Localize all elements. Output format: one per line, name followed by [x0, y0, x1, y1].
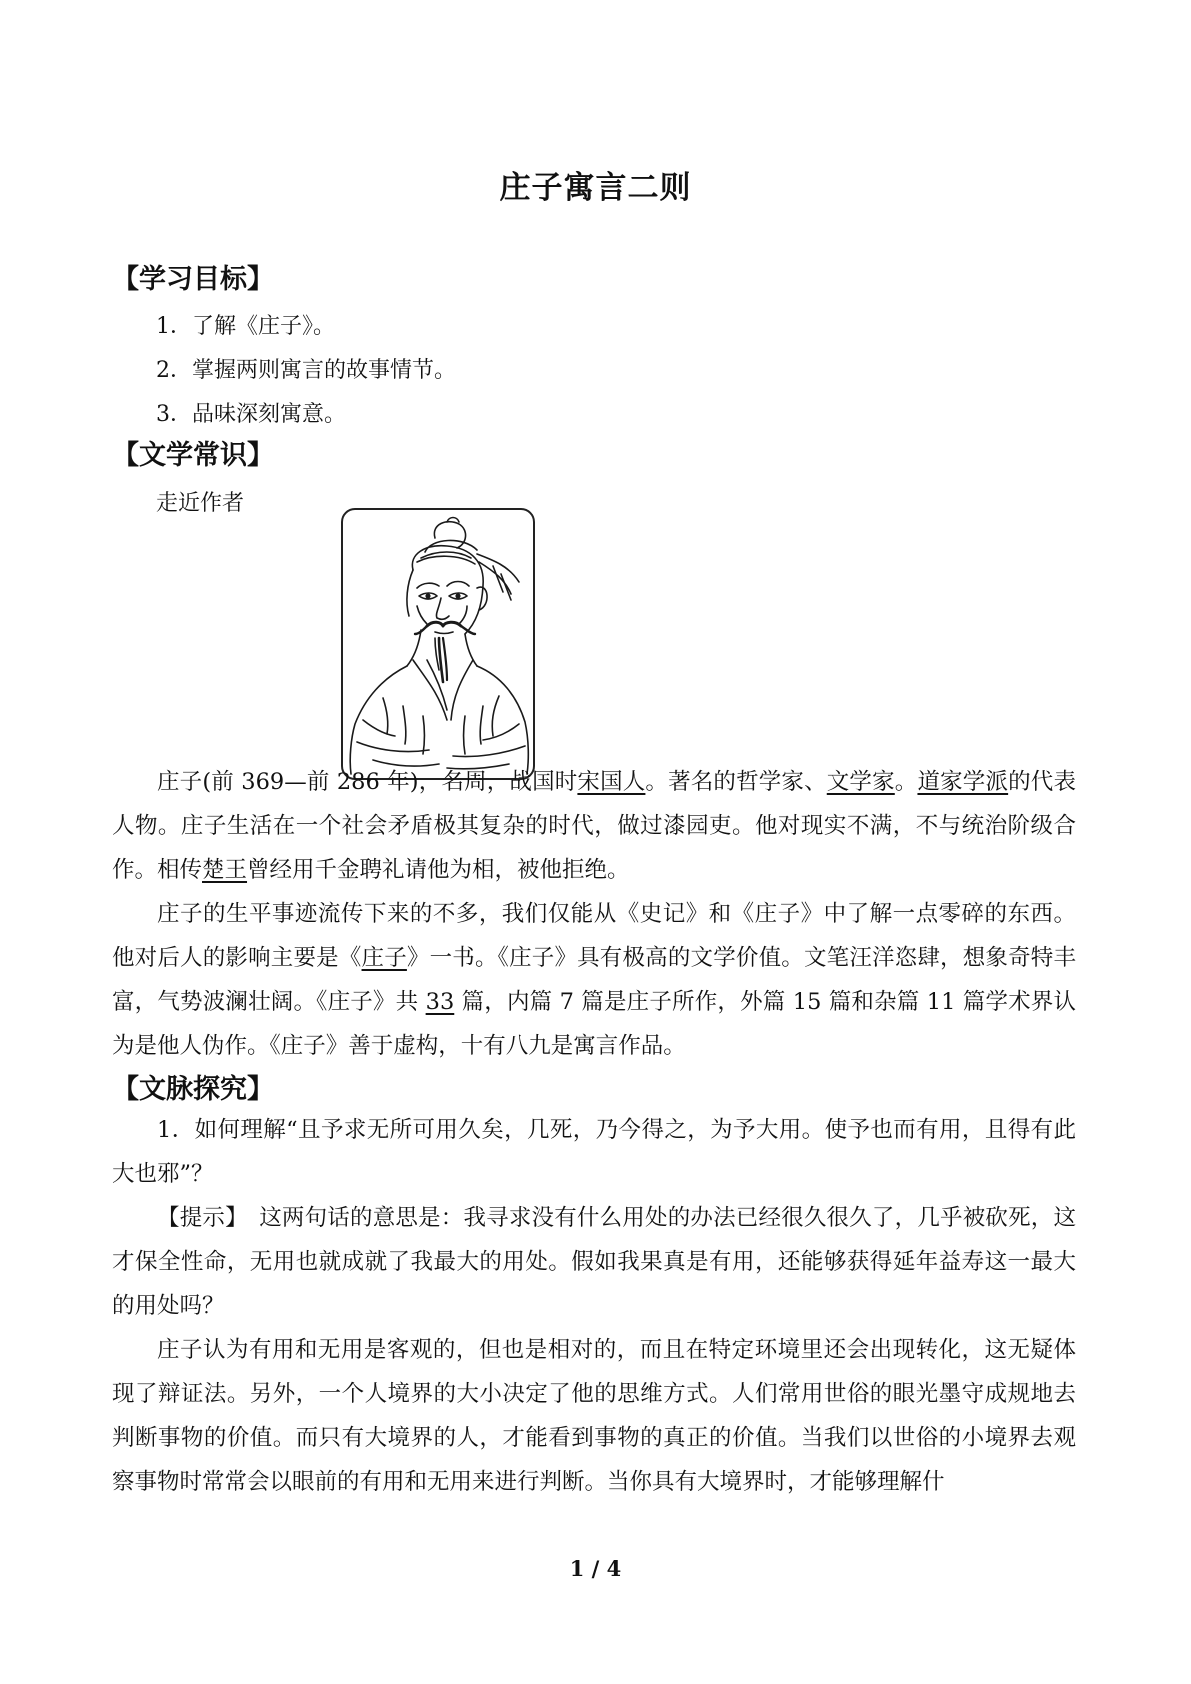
portrait-drawing	[343, 510, 533, 778]
goals-heading: 【学习目标】	[112, 264, 274, 295]
biography-paragraph-1	[112, 760, 1076, 892]
text-run: 庄子(前 369—前 286 年)，名周，战国时	[157, 769, 578, 795]
zhuangzi-portrait	[341, 508, 535, 780]
text-run: 。著名的哲学家、	[645, 769, 827, 795]
underlined-term-writer: 文学家	[826, 769, 895, 795]
author-subheading: 走近作者	[156, 491, 245, 516]
text-run: 。	[894, 769, 918, 795]
page-title: 庄子寓言二则	[499, 170, 692, 206]
inquiry-analysis-paragraph: 庄子认为有用和无用是客观的，但也是相对的，而且在特定环境里还会出现转化，这无疑体现了辩证法。另外，一个人境界的大小决定了他的思维方式。人们常用世俗的眼光墨守成规地去判断事物的价值。而只有大境界的人，才能看到事物的真正的价值。当我们以世俗的小境界去观察事物时常常会以眼前的有用和无用来进行判断。当你具有大境界时，才能够理解什	[112, 1337, 1076, 1495]
text-run: 》一书。《庄子》具有极高的文学价值。文笔汪洋恣肆，想象奇特丰富，气势波澜壮阔。《庄子》共	[112, 945, 1076, 1015]
page-number: 1 / 4	[569, 1556, 622, 1581]
goal-item-1: 1．了解《庄子》。	[156, 314, 335, 339]
biography-paragraph-2	[112, 892, 1076, 1068]
underlined-term-king-chu: 楚王	[202, 857, 248, 883]
inquiry-heading: 【文脉探究】	[112, 1074, 274, 1105]
underlined-term-song-state: 宋国人	[577, 769, 646, 795]
text-run: 庄子的生平事迹流传下来的不多，我们仅能从《史记》和《庄子》中了解一点零碎的东西。他对后人的影响主要是《	[112, 901, 1076, 971]
underlined-term-zhuangzi-book: 庄子	[361, 945, 407, 971]
literature-heading: 【文学常识】	[112, 440, 274, 471]
text-run: 曾经用千金聘礼请他为相，被他拒绝。	[247, 857, 630, 883]
text-run: 的代表人物。庄子生活在一个社会矛盾极其复杂的时代，做过漆园吏。他对现实不满，不与统治阶级合作。相传	[112, 769, 1076, 883]
goal-item-3: 3．品味深刻寓意。	[156, 402, 346, 427]
goal-item-2: 2．掌握两则寓言的故事情节。	[156, 358, 456, 383]
tip-text: 这两句话的意思是：我寻求没有什么用处的办法已经很久很久了，几乎被砍死，这才保全性命，无用也就成就了我最大的用处。假如我果真是有用，还能够获得延年益寿这一最大的用处吗？	[112, 1205, 1076, 1319]
tip-label: 【提示】	[157, 1205, 237, 1231]
text-run: 篇，内篇 7 篇是庄子所作，外篇 15 篇和杂篇 11 篇学术界认为是他人伪作。《庄子》善于虚构，十有八九是寓言作品。	[112, 989, 1076, 1059]
inquiry-question: 1．如何理解“且予求无所可用久矣，几死，乃今得之，为予大用。使予也而有用，且得有此大也邪”？	[112, 1117, 1076, 1187]
underlined-term-taoist-school: 道家学派	[917, 769, 1009, 795]
inquiry-tip	[112, 1196, 1076, 1328]
underlined-term-chapter-count: 33	[425, 989, 455, 1015]
